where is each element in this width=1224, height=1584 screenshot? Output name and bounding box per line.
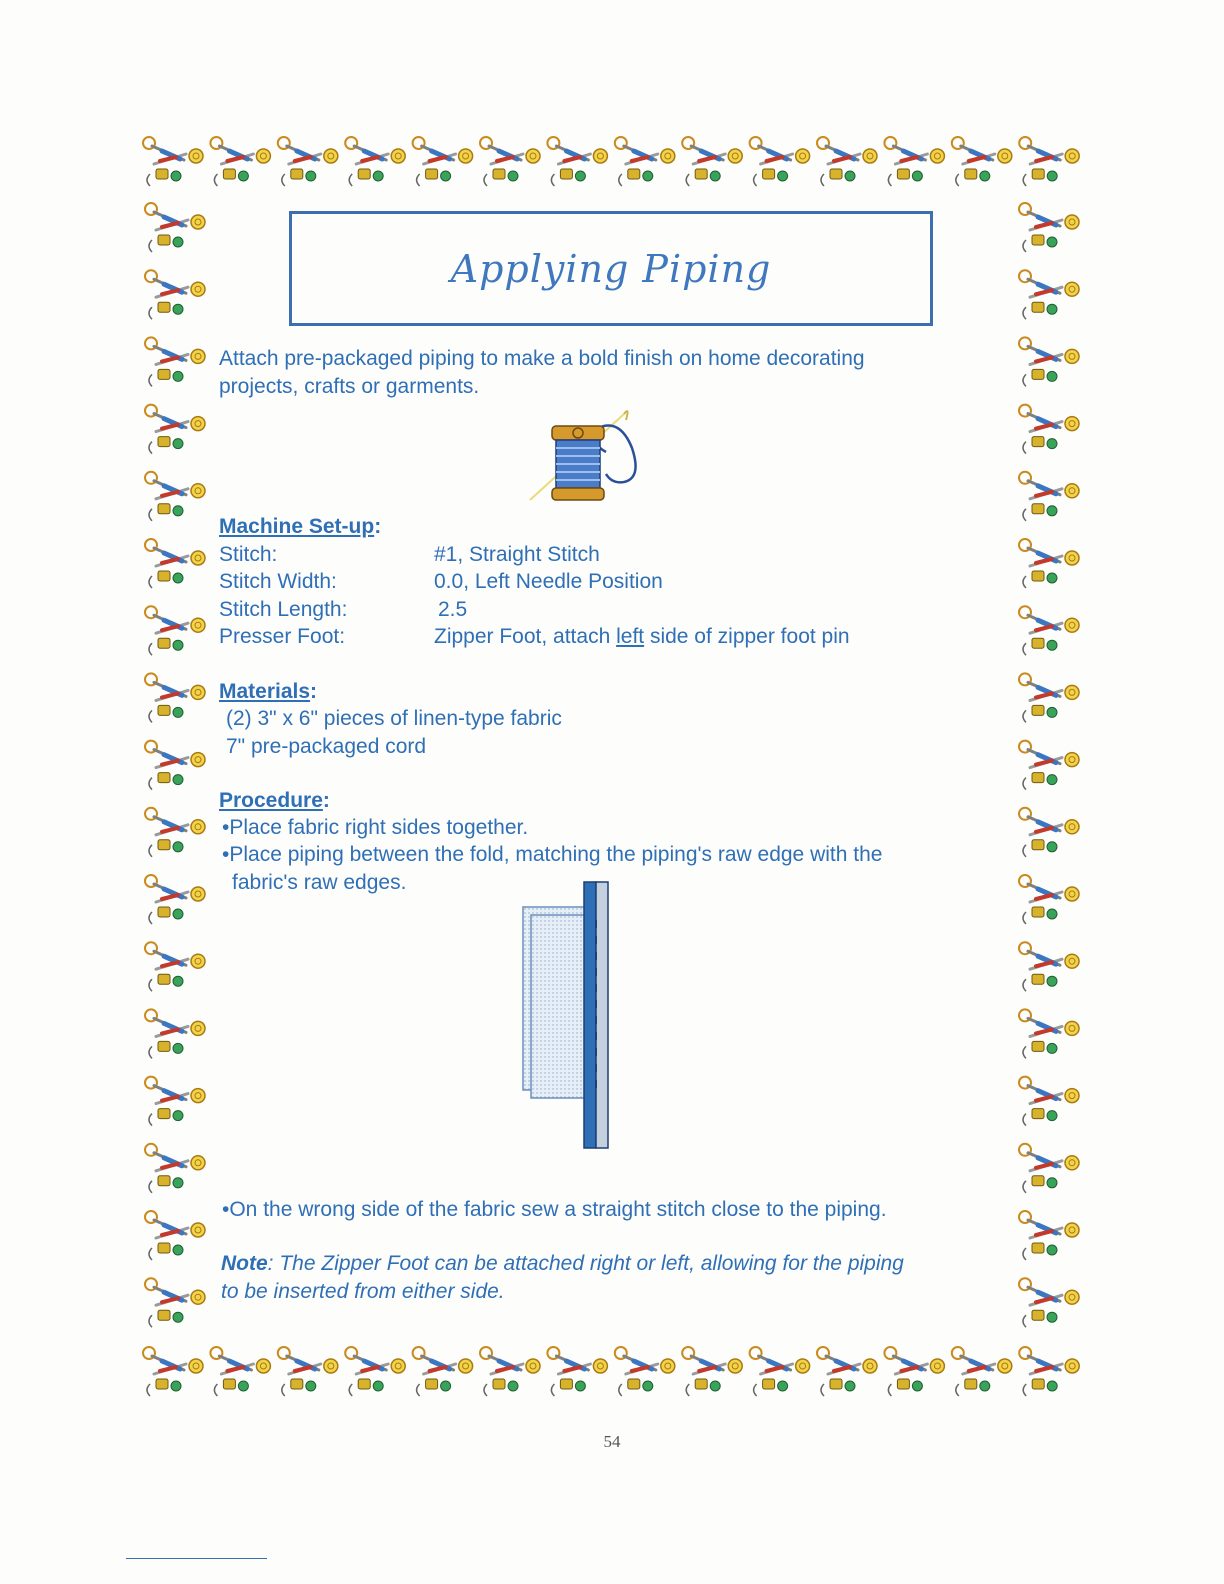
scissors-border-icon: [413, 137, 473, 186]
scissors-border-icon: [143, 1347, 203, 1396]
scissors-border-icon: [1019, 1009, 1079, 1058]
intro-line-2: projects, crafts or garments.: [219, 375, 480, 398]
scissors-border-icon: [682, 137, 742, 186]
page-title: Applying Piping: [450, 246, 772, 291]
page-number: 54: [603, 1432, 621, 1451]
materials-heading: Materials:: [219, 680, 318, 703]
setup-label-foot: Presser Foot:: [219, 625, 346, 648]
scissors-border-icon: [1019, 1211, 1079, 1260]
scissors-border-icon: [952, 137, 1012, 186]
thread-spool-icon: [528, 408, 646, 504]
scissors-border-icon: [345, 137, 405, 186]
footer-rule: [126, 1558, 267, 1559]
scissors-border-icon: [682, 1347, 742, 1396]
procedure-step-2-cont: fabric's raw edges.: [232, 871, 407, 894]
scissors-border-icon: [145, 337, 205, 386]
scissors-border-icon: [615, 1347, 675, 1396]
scissors-border-icon: [547, 137, 607, 186]
scissors-border-icon: [145, 203, 205, 252]
procedure-final-step: •On the wrong side of the fabric sew a straight stitch close to the piping.: [222, 1198, 887, 1221]
scissors-border-icon: [278, 137, 338, 186]
scissors-border-icon: [145, 472, 205, 521]
scissors-border-icon: [615, 137, 675, 186]
procedure-step-2: •Place piping between the fold, matching the piping's raw edge with the: [222, 843, 883, 866]
scissors-border-icon: [750, 137, 810, 186]
scissors-border-icon: [145, 875, 205, 924]
scissors-border-icon: [480, 1347, 540, 1396]
setup-value-length: 2.5: [438, 598, 468, 621]
scissors-border-icon: [278, 1347, 338, 1396]
scissors-border-icon: [143, 137, 203, 186]
scissors-border-icon: [1019, 270, 1079, 319]
scissors-border-icon: [547, 1347, 607, 1396]
scissors-border-icon: [1019, 1077, 1079, 1126]
scissors-border-icon: [952, 1347, 1012, 1396]
scissors-border-icon: [145, 741, 205, 790]
scissors-border-icon: [1019, 1278, 1079, 1327]
setup-value-foot: Zipper Foot, attach left side of zipper foot pin: [434, 625, 850, 648]
scissors-border-icon: [1019, 137, 1079, 186]
scissors-border-icon: [145, 1211, 205, 1260]
scissors-border-icon: [145, 539, 205, 588]
setup-value-width: 0.0, Left Needle Position: [434, 570, 663, 593]
scissors-border-icon: [210, 137, 270, 186]
scissors-border-icon: [1019, 741, 1079, 790]
note-line-1: Note: The Zipper Foot can be attached right or left, allowing for the piping: [221, 1252, 904, 1275]
scissors-border-icon: [1019, 337, 1079, 386]
scissors-border-icon: [1019, 539, 1079, 588]
scissors-border-icon: [1019, 203, 1079, 252]
scissors-border-icon: [145, 1144, 205, 1193]
scissors-border-icon: [884, 137, 944, 186]
scissors-border-icon: [1019, 472, 1079, 521]
scissors-border-icon: [145, 606, 205, 655]
scissors-border-icon: [145, 1077, 205, 1126]
scissors-border-bottom: [140, 1336, 1086, 1408]
scissors-border-icon: [210, 1347, 270, 1396]
scissors-border-right: [1014, 196, 1086, 1338]
scissors-border-icon: [145, 270, 205, 319]
scissors-border-icon: [145, 808, 205, 857]
title-box: [289, 211, 933, 326]
scissors-border-icon: [1019, 808, 1079, 857]
scissors-border-icon: [145, 942, 205, 991]
setup-value-stitch: #1, Straight Stitch: [434, 543, 600, 566]
scissors-border-icon: [145, 405, 205, 454]
scissors-border-icon: [1019, 405, 1079, 454]
scissors-border-icon: [1019, 875, 1079, 924]
scissors-border-icon: [1019, 1144, 1079, 1193]
scissors-border-icon: [480, 137, 540, 186]
scissors-border-icon: [145, 1278, 205, 1327]
piping-diagram: [520, 880, 612, 1152]
intro-line-1: Attach pre-packaged piping to make a bold finish on home decorating: [219, 347, 865, 370]
scissors-border-left: [140, 196, 212, 1338]
scissors-border-icon: [145, 673, 205, 722]
scissors-border-icon: [345, 1347, 405, 1396]
materials-item-1: (2) 3" x 6" pieces of linen-type fabric: [226, 707, 562, 730]
machine-setup-heading: Machine Set-up:: [219, 515, 382, 538]
scissors-border-icon: [1019, 1347, 1079, 1396]
scissors-border-icon: [1019, 942, 1079, 991]
procedure-heading: Procedure:: [219, 789, 330, 812]
procedure-step-1: •Place fabric right sides together.: [222, 816, 529, 839]
scissors-border-icon: [884, 1347, 944, 1396]
scissors-border-icon: [1019, 606, 1079, 655]
setup-label-length: Stitch Length:: [219, 598, 348, 621]
scissors-border-icon: [817, 137, 877, 186]
materials-item-2: 7" pre-packaged cord: [226, 735, 427, 758]
scissors-border-icon: [817, 1347, 877, 1396]
scissors-border-icon: [145, 1009, 205, 1058]
scissors-border-icon: [750, 1347, 810, 1396]
setup-label-stitch: Stitch:: [219, 543, 278, 566]
scissors-border-icon: [413, 1347, 473, 1396]
scissors-border-top: [140, 126, 1086, 198]
note-line-2: to be inserted from either side.: [221, 1280, 505, 1303]
scissors-border-icon: [1019, 673, 1079, 722]
setup-label-width: Stitch Width:: [219, 570, 337, 593]
